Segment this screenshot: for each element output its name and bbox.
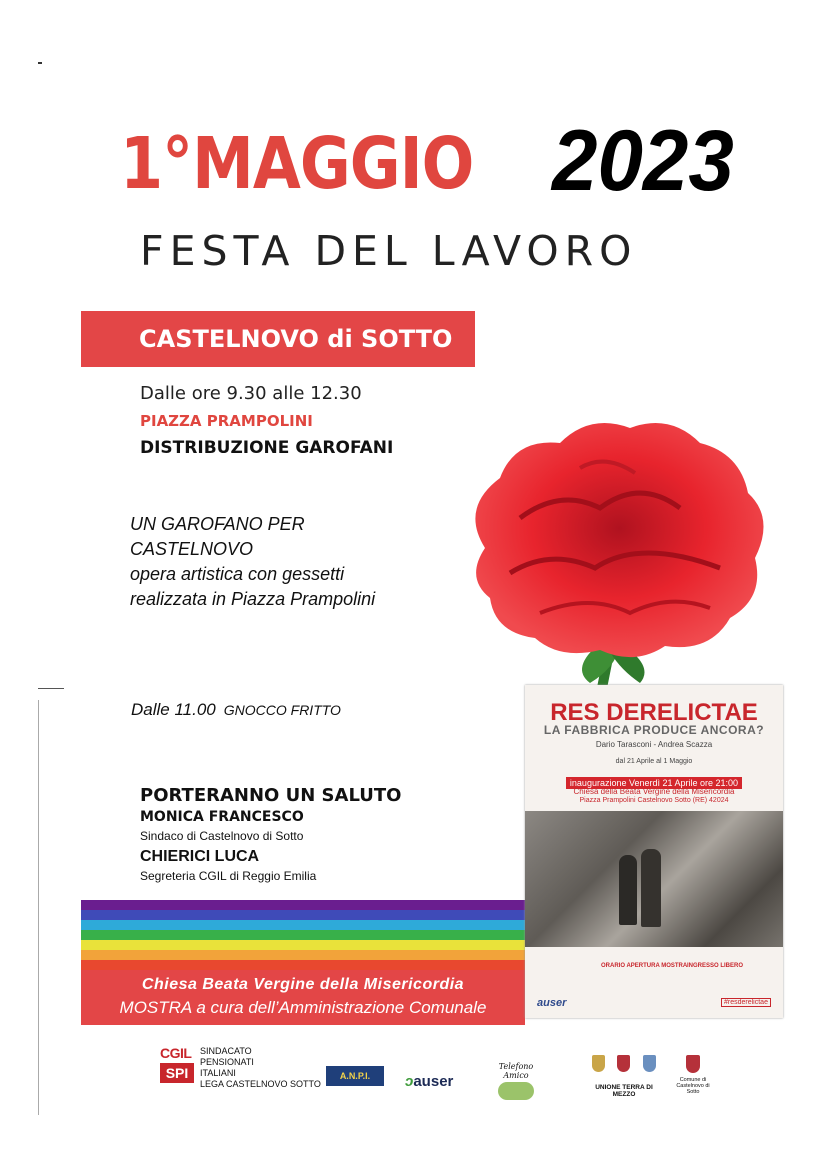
poster-authors: Dario Tarasconi - Andrea Scazza xyxy=(595,740,713,749)
person2-role: Segreteria CGIL di Reggio Emilia xyxy=(140,869,317,883)
crest-icon xyxy=(686,1055,700,1073)
spi-text2: PENSIONATI xyxy=(200,1057,254,1067)
subtitle-festa: FESTA DEL LAVORO xyxy=(140,227,638,275)
comune-text: Comune di Castelnovo di Sotto xyxy=(676,1077,710,1095)
poster-subtitle: LA FABBRICA PRODUCE ANCORA? xyxy=(543,723,765,737)
person1-name: MONICA FRANCESCO xyxy=(140,809,304,825)
exhibition-line1: Chiesa Beata Vergine della Misericordia xyxy=(141,976,465,993)
unione-logo xyxy=(586,1055,662,1098)
greetings-heading: PORTERANNO UN SALUTO xyxy=(140,785,402,806)
auser-text: auser xyxy=(413,1073,454,1090)
artwork-line4: realizzata in Piazza Prampolini xyxy=(130,589,376,609)
spi-logo: SPI xyxy=(160,1063,194,1083)
poster-title: RES DERELICTAE xyxy=(550,699,758,726)
poster-photo xyxy=(525,811,783,947)
cgil-logo: CGIL xyxy=(160,1045,192,1061)
artwork-line1: UN GAROFANO PER xyxy=(130,514,305,534)
poster-hashtag: #resderelictae xyxy=(721,998,771,1007)
telefono-badge xyxy=(498,1082,534,1100)
poster-photo-person xyxy=(641,849,661,927)
crest-icon xyxy=(643,1055,656,1072)
lunch-food: GNOCCO FRITTO xyxy=(223,702,341,718)
carnation-svg xyxy=(430,398,780,688)
morning-activity: DISTRIBUZIONE GAROFANI xyxy=(140,438,394,458)
comune-logo xyxy=(675,1055,711,1095)
artwork-text xyxy=(130,512,375,612)
spi-text1: SINDACATO xyxy=(200,1046,252,1056)
poster-photo-person xyxy=(619,855,637,925)
poster-entry-title: INGRESSO LIBERO xyxy=(687,963,744,969)
unione-crests xyxy=(586,1055,662,1072)
lunch-line xyxy=(131,700,341,720)
exhibition-poster xyxy=(525,685,783,1018)
poster-logo-auser: auser xyxy=(537,997,567,1009)
crest-icon xyxy=(592,1055,605,1072)
sponsor-cgil-spi xyxy=(160,1045,194,1083)
auser-logo xyxy=(405,1073,453,1090)
spi-text xyxy=(200,1046,321,1090)
title-year: 2023 xyxy=(552,113,734,209)
location-banner xyxy=(81,311,475,367)
auser-icon: ↄ xyxy=(405,1073,414,1090)
poster-venue: Chiesa della Beata Vergine della Misericordia xyxy=(573,787,735,796)
lunch-time: Dalle 11.00 xyxy=(131,700,216,719)
exhibition-line2: MOSTRA a cura dell’Amministrazione Comunale xyxy=(119,998,487,1017)
artwork-line3: opera artistica con gessetti xyxy=(130,564,345,584)
unione-text: UNIONE TERRA DI MEZZO xyxy=(595,1084,653,1098)
morning-square: PIAZZA PRAMPOLINI xyxy=(140,412,313,430)
title-maggio: 1°MAGGIO xyxy=(120,121,474,206)
artwork-line2: CASTELNOVO xyxy=(130,539,254,559)
telefono-text: Telefono Amico xyxy=(498,1062,534,1080)
scan-mark xyxy=(38,688,64,689)
scan-mark xyxy=(38,62,42,64)
location-text: CASTELNOVO di SOTTO xyxy=(139,325,453,353)
crest-icon xyxy=(617,1055,630,1072)
poster-hours-title: ORARIO APERTURA MOSTRA xyxy=(601,963,688,969)
poster-inauguration-text: inaugurazione Venerdì 21 Aprile ore 21:00 xyxy=(566,777,742,789)
poster-dates: dal 21 Aprile al 1 Maggio xyxy=(615,758,693,765)
exhibition-banner xyxy=(81,970,525,1025)
carnation-image xyxy=(430,398,780,688)
spi-text3: ITALIANI xyxy=(200,1068,236,1078)
scan-edge xyxy=(38,700,39,1115)
spi-text4: LEGA CASTELNOVO SOTTO xyxy=(200,1079,321,1089)
poster-address: Piazza Prampolini Castelnovo Sotto (RE) 42024 xyxy=(579,797,729,804)
telefono-logo xyxy=(485,1062,547,1100)
anpi-text: A.N.P.I. xyxy=(339,1071,371,1081)
anpi-logo xyxy=(326,1066,384,1086)
person2-name: CHIERICI LUCA xyxy=(140,848,260,865)
morning-time: Dalle ore 9.30 alle 12.30 xyxy=(140,383,362,404)
person1-role: Sindaco di Castelnovo di Sotto xyxy=(140,829,304,843)
